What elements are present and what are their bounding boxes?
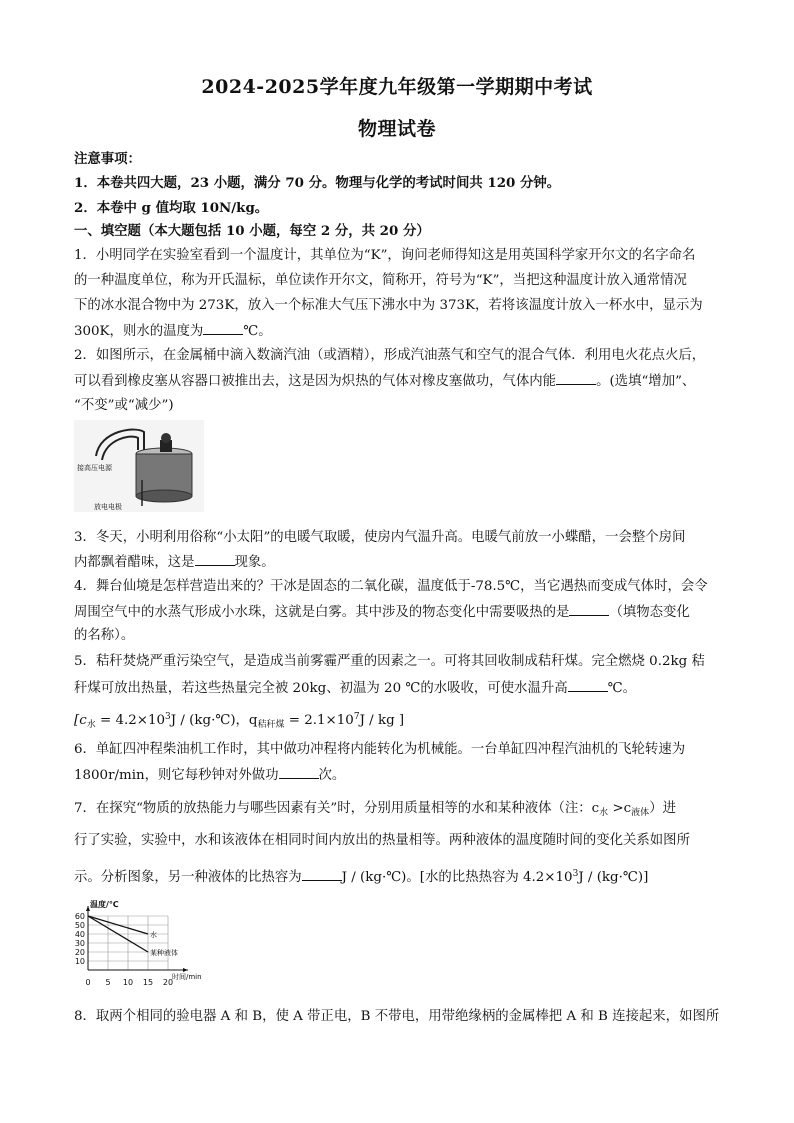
q7-chart: [70, 898, 220, 994]
section-heading: 一、填空题（本大题包括 10 小题，每空 2 分，共 20 分）: [74, 223, 430, 239]
q5-formula-sub-fuel: 秸秆煤: [257, 720, 285, 730]
q6-text: 1800r/min，则它每秒钟对外做功: [74, 768, 279, 783]
q3-line-2: [74, 553, 724, 572]
q7-unit: J / (kg·℃)。[水的比热热容为 4.2×10: [341, 870, 573, 885]
q1-line-3: 下的冰水混合物中为 273K，放入一个标准大气压下沸水中为 373K，若将该温度计放入一杯水中，显示为: [74, 298, 703, 313]
q5-line-2: [74, 679, 724, 698]
q2-text: 可以看到橡皮塞从容器口被推出去，这是因为炽热的气体对橡皮塞做功，气体内能: [74, 374, 557, 389]
q3-text: 内都飘着醋味，这是: [74, 555, 195, 570]
answer-blank[interactable]: [568, 679, 608, 692]
q5-formula-unit-2: J / kg ]: [359, 713, 405, 728]
can-bottom: [136, 490, 192, 502]
exam-subtitle: 物理试卷: [357, 118, 436, 140]
q5-formula-unit: J / (kg·℃)，q: [170, 713, 258, 728]
q3-tail: 现象。: [234, 555, 275, 570]
q7-line-2: 行了实验，实验中，水和该液体在相同时间内放出的热量相等。两种液体的温度随时间的变化关系如图所: [74, 833, 690, 848]
fig-label-power: 接高压电源: [77, 464, 112, 472]
x-tick-label: 0: [85, 978, 91, 987]
q7-unit-2: J / (kg·℃)]: [578, 870, 649, 885]
q5-formula-value-2: = 2.1×10: [284, 713, 354, 728]
q6-line-2: [74, 766, 724, 785]
q8-line-1: 8．取两个相同的验电器 A 和 B，使 A 带正电，B 不带电，用带绝缘柄的金属棒把 A 和 B 连接起来，如图所: [74, 1009, 720, 1024]
x-tick-label: 5: [105, 978, 111, 987]
q5-formula-sub-water: 水: [86, 720, 96, 730]
q1-line-4: [74, 322, 724, 341]
q7-text: 7．在探究“物质的放热能力与哪些因素有关”时，分别用质量相等的水和某种液体（注：c: [74, 801, 600, 816]
exam-title: 2024-2025学年度九年级第一学期期中考试: [201, 76, 593, 98]
q5-line-1: 5．秸秆焚烧严重污染空气，是造成当前雾霾严重的因素之一。可将其回收制成秸秆煤。完全燃烧 0.2kg 秸: [74, 654, 705, 669]
q7-compare: >c: [608, 801, 632, 816]
x-tick-label: 20: [162, 978, 174, 987]
q4-text: 周围空气中的水蒸气形成小水珠，这就是白雾。其中涉及的物态变化中需要吸热的是: [74, 605, 570, 620]
answer-blank[interactable]: [302, 868, 342, 881]
q4-line-2: [74, 603, 724, 622]
fig-label-electrode: 放电电极: [94, 503, 122, 511]
q5-formula-c: [c: [74, 713, 87, 728]
q6-tail: 次。: [318, 768, 346, 783]
q1-line-1: 1．小明同学在实验室看到一个温度计，其单位为“K”，询问老师得知这是用英国科学家开尔文的名字命名: [74, 248, 696, 263]
answer-blank[interactable]: [279, 766, 319, 779]
x-tick-label: 10: [122, 978, 134, 987]
y-tick-label: 10: [74, 957, 85, 966]
notes-heading: 注意事项：: [74, 151, 141, 167]
y-tick-label: 60: [74, 912, 85, 921]
x-tick-label: 15: [142, 978, 154, 987]
q1-text: 300K，则水的温度为: [74, 324, 204, 339]
q5-formula-exp: 3: [165, 712, 171, 722]
q7-text-2: 示。分析图象，另一种液体的比热容为: [74, 870, 302, 885]
x-axis-label: 时间/min: [172, 973, 202, 981]
notes-item-1: 1．本卷共四大题，23 小题，满分 70 分。物理与化学的考试时间共 120 分钟。: [74, 175, 561, 191]
q2-line-3: “不变”或“减少”): [74, 398, 174, 413]
q2-line-1: 2．如图所示，在金属桶中滴入数滴汽油（或酒精），形成汽油蒸气和空气的混合气体．利用电火花点火后，: [74, 348, 706, 363]
series-label-0: 水: [150, 931, 157, 939]
q7-tail: ）进: [649, 801, 676, 816]
series-label-1: 某种液体: [150, 949, 178, 957]
q2-figure: [74, 420, 204, 512]
q5-formula-exp-2: 7: [353, 712, 360, 722]
q2-options: 。(选填“增加”、: [596, 374, 696, 389]
answer-blank[interactable]: [556, 372, 596, 385]
y-tick-label: 50: [74, 921, 85, 930]
q3-line-1: 3．冬天，小明利用俗称“小太阳”的电暖气取暖，使房内气温升高。电暖气前放一小蝶醋，一会整个房间: [74, 530, 686, 545]
answer-blank[interactable]: [569, 603, 609, 616]
q5-text: 秆煤可放出热量，若这些热量完全被 20kg、初温为 20 ℃的水吸收，可使水温升高: [74, 681, 568, 696]
y-tick-label: 30: [74, 939, 85, 948]
y-tick-label: 20: [74, 948, 85, 957]
q7-sub-water: 水: [599, 808, 609, 818]
stopper-knob: [161, 433, 171, 443]
q7-line-1: [74, 800, 724, 822]
y-tick-label: 40: [74, 930, 85, 939]
q4-line-3: 的名称）。: [74, 628, 135, 643]
q5-line-3: [74, 708, 724, 734]
y-axis-label: 温度/℃: [90, 900, 119, 909]
q7-exp: 3: [572, 869, 579, 879]
q2-line-2: [74, 372, 724, 391]
q5-formula-value: = 4.2×10: [95, 713, 166, 728]
q4-line-1: 4．舞台仙境是怎样营造出来的？干冰是固态的二氧化碳，温度低于-78.5℃，当它遇热而变成气体时，会令: [74, 579, 708, 594]
q1-unit: ℃。: [243, 324, 272, 339]
q6-line-1: 6．单缸四冲程柴油机工作时，其中做功冲程将内能转化为机械能。一台单缸四冲程汽油机的飞轮转速为: [74, 742, 686, 757]
q7-sub-liquid: 液体: [631, 808, 650, 818]
x-axis-arrow: [183, 968, 188, 972]
answer-blank[interactable]: [195, 553, 235, 566]
q7-line-3: [74, 865, 724, 887]
q5-unit: ℃。: [607, 681, 636, 696]
answer-blank[interactable]: [203, 322, 243, 335]
notes-item-2: 2．本卷中 g 值均取 10N/kg。: [74, 200, 269, 216]
q1-line-2: 的一种温度单位，称为开氏温标，单位读作开尔文，简称开，符号为“K”，当把这种温度计放入通常情况: [74, 273, 687, 288]
q4-tail: （填物态变化: [609, 605, 690, 620]
